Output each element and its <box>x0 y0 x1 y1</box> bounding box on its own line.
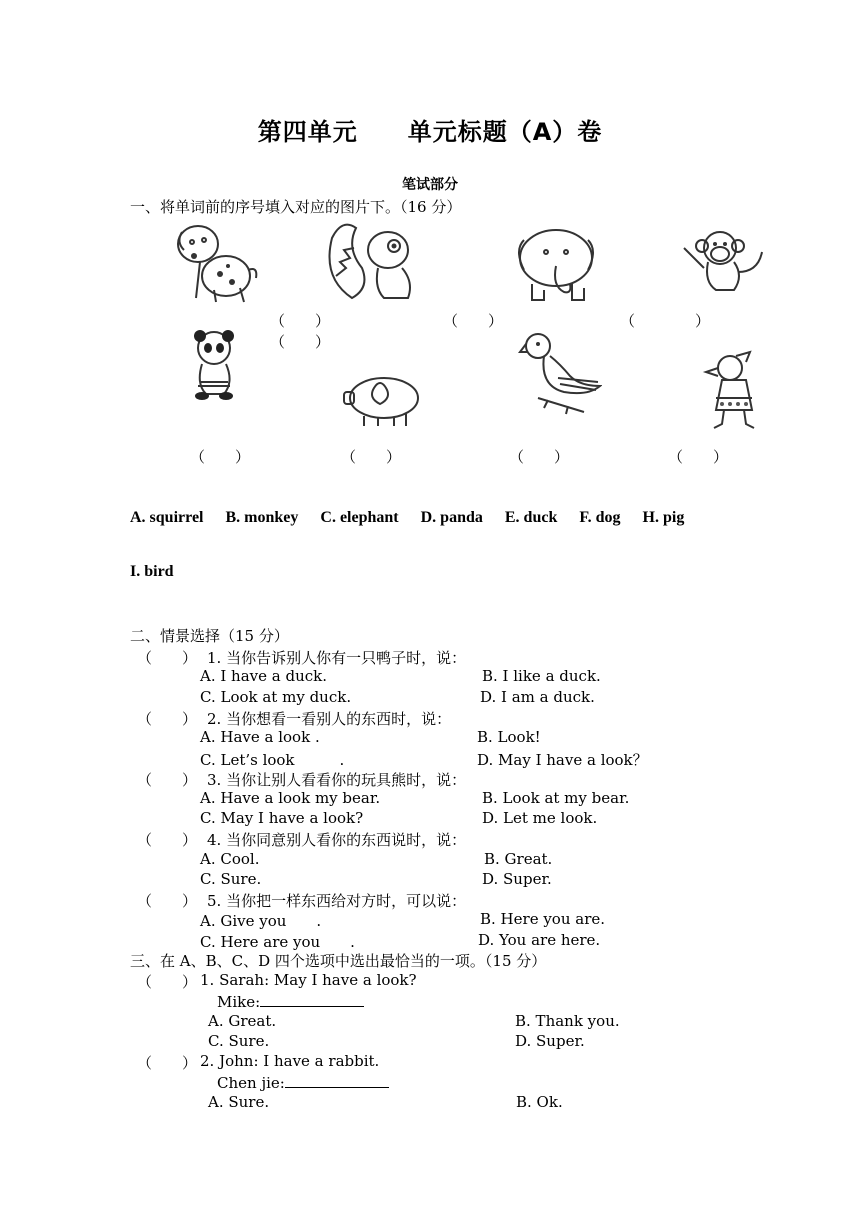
word-option: H. pig <box>642 509 685 526</box>
answer-paren-5[interactable]: （ ） <box>190 448 251 466</box>
question-stem: 1. Sarah: May I have a look? <box>200 971 417 989</box>
question-paren[interactable]: （ ） <box>137 1054 198 1072</box>
choice-c[interactable]: C. Here are you . <box>200 933 355 951</box>
question-stem: 2. John: I have a rabbit. <box>200 1052 380 1070</box>
choice-a[interactable]: A. Sure. <box>208 1093 270 1111</box>
choice-a[interactable]: A. Great. <box>208 1012 277 1030</box>
word-option: B. monkey <box>225 509 299 526</box>
word-option: A. squirrel <box>130 509 204 526</box>
question-paren[interactable]: （ ） <box>137 892 198 910</box>
question-paren[interactable]: （ ） <box>137 771 198 789</box>
word-option: F. dog <box>579 509 621 526</box>
question-stem: 1. 当你告诉别人你有一只鸭子时，说： <box>207 649 467 667</box>
choice-c[interactable]: C. Sure. <box>200 870 262 888</box>
choice-c[interactable]: C. Look at my duck. <box>200 688 352 706</box>
word-option: E. duck <box>504 509 558 526</box>
reply-line <box>217 992 364 1011</box>
answer-paren-6[interactable]: （ ） <box>341 448 402 466</box>
choice-a[interactable]: A. Give you . <box>200 912 322 930</box>
pig-picture <box>340 366 424 430</box>
choice-d[interactable]: D. I am a duck. <box>480 688 595 706</box>
choice-d[interactable]: D. Super. <box>515 1032 585 1050</box>
choice-c[interactable]: C. Sure. <box>208 1032 270 1050</box>
answer-paren-3[interactable]: （ ） <box>620 312 711 330</box>
section3-heading: 三、在 A、B、C、D 四个选项中选出最恰当的一项。（15 分） <box>130 952 547 970</box>
choice-d[interactable]: D. You are here. <box>478 931 601 949</box>
reply-label: Chen jie: <box>217 1074 285 1092</box>
choice-c[interactable]: C. May I have a look? <box>200 809 364 827</box>
choice-b[interactable]: B. Look! <box>477 728 541 746</box>
squirrel-picture <box>322 216 418 304</box>
word-option: C. elephant <box>320 509 399 526</box>
word-option: I. bird <box>130 563 174 580</box>
question-paren[interactable]: （ ） <box>137 649 198 667</box>
question-paren[interactable]: （ ） <box>137 973 198 991</box>
choice-c[interactable]: C. Let’s look . <box>200 751 345 769</box>
word-options <box>130 509 684 527</box>
choice-b[interactable]: B. Here you are. <box>480 910 606 928</box>
answer-paren-2[interactable]: （ ） <box>443 312 504 330</box>
choice-d[interactable]: D. Super. <box>482 870 552 888</box>
question-paren[interactable]: （ ） <box>137 710 198 728</box>
choice-a[interactable]: A. Cool. <box>200 850 260 868</box>
choice-b[interactable]: B. Look at my bear. <box>482 789 630 807</box>
answer-paren-1[interactable]: （ ） <box>270 312 331 330</box>
choice-b[interactable]: B. Great. <box>484 850 553 868</box>
elephant-picture <box>508 214 606 304</box>
choice-a[interactable]: A. Have a look . <box>200 728 320 746</box>
question-stem: 3. 当你让别人看看你的玩具熊时，说： <box>207 771 467 789</box>
answer-paren-7[interactable]: （ ） <box>509 448 570 466</box>
choice-a[interactable]: A. I have a duck. <box>200 667 328 685</box>
choice-d[interactable]: D. Let me look. <box>482 809 598 827</box>
choice-a[interactable]: A. Have a look my bear. <box>200 789 381 807</box>
answer-blank[interactable] <box>260 992 364 1007</box>
reply-line <box>217 1073 389 1092</box>
answer-blank[interactable] <box>285 1073 389 1088</box>
duck-picture <box>700 350 770 432</box>
choice-b[interactable]: B. Ok. <box>516 1093 563 1111</box>
choice-d[interactable]: D. May I have a look？ <box>477 751 648 769</box>
answer-paren-8[interactable]: （ ） <box>668 448 729 466</box>
choice-b[interactable]: B. Thank you. <box>515 1012 620 1030</box>
section1-heading: 一、将单词前的序号填入对应的图片下。（16 分） <box>130 198 462 216</box>
question-stem: 4. 当你同意别人看你的东西说时，说： <box>207 831 467 849</box>
section2-heading: 二、情景选择（15 分） <box>130 627 289 645</box>
section-subtitle: 笔试部分 <box>402 177 458 193</box>
dog-picture <box>170 218 262 306</box>
bird-picture <box>518 328 602 416</box>
choice-b[interactable]: B. I like a duck. <box>482 667 601 685</box>
page-title: 第四单元 单元标题（A）卷 <box>257 118 603 146</box>
answer-paren-4[interactable]: （ ） <box>270 333 331 351</box>
monkey-picture <box>678 226 768 296</box>
question-stem: 2. 当你想看一看别人的东西时，说： <box>207 710 452 728</box>
reply-label: Mike: <box>217 993 261 1011</box>
word-option: D. panda <box>420 509 483 526</box>
question-stem: 5. 当你把一样东西给对方时，可以说： <box>207 892 467 910</box>
panda-picture <box>180 326 250 402</box>
question-paren[interactable]: （ ） <box>137 831 198 849</box>
